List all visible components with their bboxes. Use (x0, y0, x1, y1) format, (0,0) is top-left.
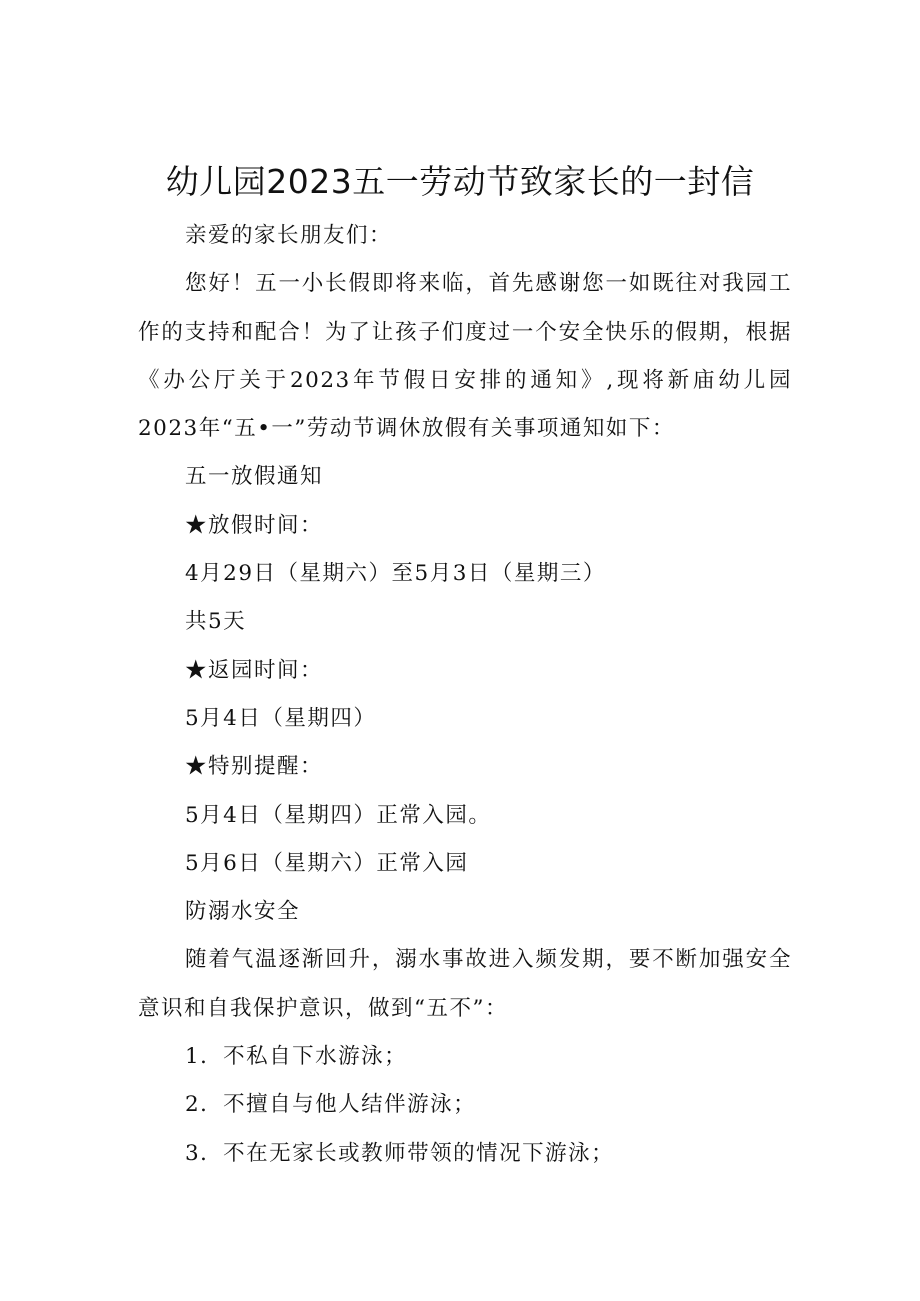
rule-list-item: 1．不私自下水游泳； (185, 1044, 408, 1070)
reminder-item: 5月4日（星期四）正常入园。 (185, 802, 492, 828)
holiday-total-days: 共5天 (185, 609, 247, 635)
letter-body (138, 212, 792, 1178)
drowning-intro-paragraph: 随着气温逐渐回升，溺水事故进入频发期，要不断加强安全意识和自我保护意识，做到“五不”： (138, 947, 792, 1021)
return-date: 5月4日（星期四） (185, 705, 377, 731)
return-time-label: ★返园时间： (185, 657, 324, 683)
document-title: 幼儿园2023五一劳动节致家长的一封信 (165, 162, 755, 202)
intro-paragraph: 您好！五一小长假即将来临，首先感谢您一如既往对我园工作的支持和配合！为了让孩子们度过一个安全快乐的假期，根据《办公厅关于2023年节假日安排的通知》,现将新庙幼儿园2023年“五•一”劳动节调休放假有关事项通知如下： (138, 271, 792, 442)
salutation: 亲爱的家长朋友们： (185, 223, 393, 248)
rule-list-item: 3．不在无家长或教师带领的情况下游泳； (185, 1140, 615, 1166)
reminder-item: 5月6日（星期六）正常入园 (185, 850, 469, 876)
section-heading-drowning: 防溺水安全 (185, 899, 301, 925)
rule-list-item: 2．不擅自与他人结伴游泳； (185, 1092, 477, 1118)
special-reminder-label: ★特别提醒： (185, 754, 324, 780)
holiday-time-label: ★放假时间： (185, 512, 324, 538)
section-heading-holiday: 五一放假通知 (185, 464, 324, 490)
holiday-date-range: 4月29日（星期六）至5月3日（星期三） (185, 561, 606, 587)
